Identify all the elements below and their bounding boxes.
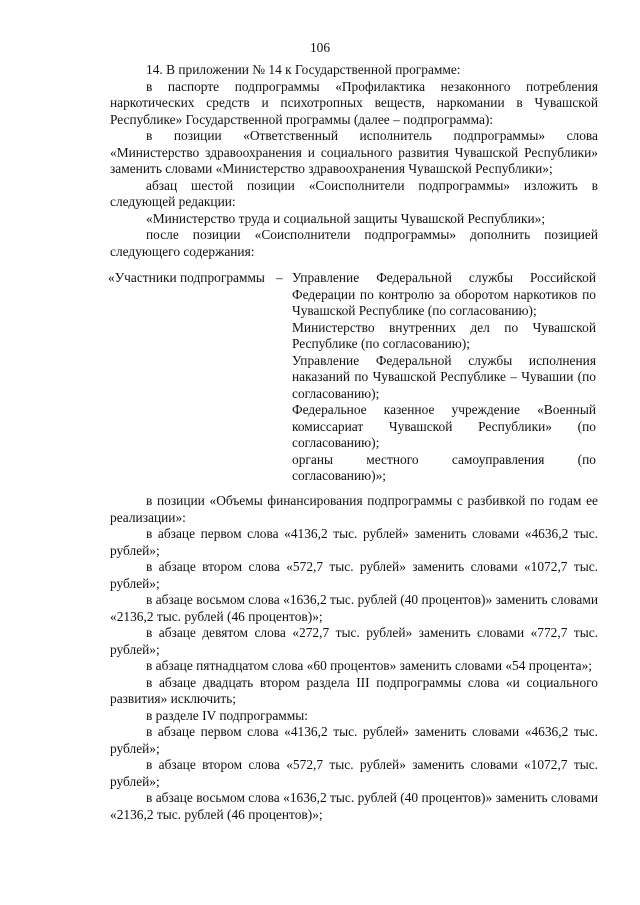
page-number: 106: [309, 40, 331, 55]
participant-item: Управление Федеральной службы Российской Федерации по контролю за оборотом наркотиков по Чувашской Республике (по согласованию);: [292, 270, 596, 318]
paragraph: в позиции «Объемы финансирования подпрограммы с разбивкой по годам ее реализации»:: [110, 493, 598, 525]
participant-item: Министерство внутренних дел по Чувашской Республике (по согласованию);: [292, 319, 596, 351]
paragraph: после позиции «Соисполнители подпрограммы» дополнить позицией следующего содержания:: [110, 227, 598, 259]
paragraph: в абзаце втором слова «572,7 тыс. рублей» заменить словами «1072,7 тыс. рублей»;: [110, 559, 598, 591]
participant-item: Управление Федеральной службы исполнения наказаний по Чувашской Республике – Чувашии (по согласованию);: [292, 352, 596, 401]
participants-table: [108, 270, 600, 485]
paragraph: в абзаце первом слова «4136,2 тыс. рублей» заменить словами «4636,2 тыс. рублей»;: [110, 526, 598, 558]
top-section: [110, 62, 598, 260]
paragraph: в абзаце первом слова «4136,2 тыс. рублей» заменить словами «4636,2 тыс. рублей»;: [110, 724, 598, 756]
participant-item: Федеральное казенное учреждение «Военный комиссариат Чувашской Республики» (по согласованию);: [292, 402, 596, 450]
paragraph: в абзаце восьмом слова «1636,2 тыс. рублей (40 процентов)» заменить словами «2136,2 тыс. рублей (46 процентов)»;: [110, 592, 598, 624]
table-row: [108, 270, 600, 485]
paragraph: в абзаце девятом слова «272,7 тыс. рублей» заменить словами «772,7 тыс. рублей»;: [110, 625, 598, 657]
table-label: «Участники подпрограммы: [108, 270, 265, 285]
table-dash: –: [276, 270, 283, 285]
paragraph: 14. В приложении № 14 к Государственной программе:: [146, 62, 461, 77]
paragraph: в позиции «Ответственный исполнитель подпрограммы» слова «Министерство здравоохранения и социального развития Чувашской Республики» заменить словами «Министерство здравоохранения Чувашской Республики»;: [110, 128, 598, 176]
paragraph: в абзаце двадцать втором раздела III подпрограммы слова «и социального развития» исключить;: [110, 674, 598, 706]
paragraph: в разделе IV подпрограммы:: [146, 707, 308, 723]
paragraph: в абзаце восьмом слова «1636,2 тыс. рублей (40 процентов)» заменить словами «2136,2 тыс. рублей (46 процентов)»;: [110, 790, 598, 822]
paragraph: «Министерство труда и социальной защиты Чувашской Республики»;: [146, 210, 546, 226]
paragraph: абзац шестой позиции «Соисполнители подпрограммы» изложить в следующей редакции:: [110, 177, 598, 209]
paragraph: в паспорте подпрограммы «Профилактика незаконного потребления наркотических средств и психотропных веществ, наркомании в Чувашской Республике» Государственной программы (далее – подпрограмма):: [110, 78, 598, 127]
lower-section: [110, 493, 598, 823]
table-values: [292, 270, 596, 485]
participant-item: органы местного самоуправления (по согласованию)»;: [292, 451, 596, 483]
paragraph: в абзаце втором слова «572,7 тыс. рублей» заменить словами «1072,7 тыс. рублей»;: [110, 757, 598, 789]
paragraph: в абзаце пятнадцатом слова «60 процентов» заменить словами «54 процента»;: [146, 658, 593, 673]
